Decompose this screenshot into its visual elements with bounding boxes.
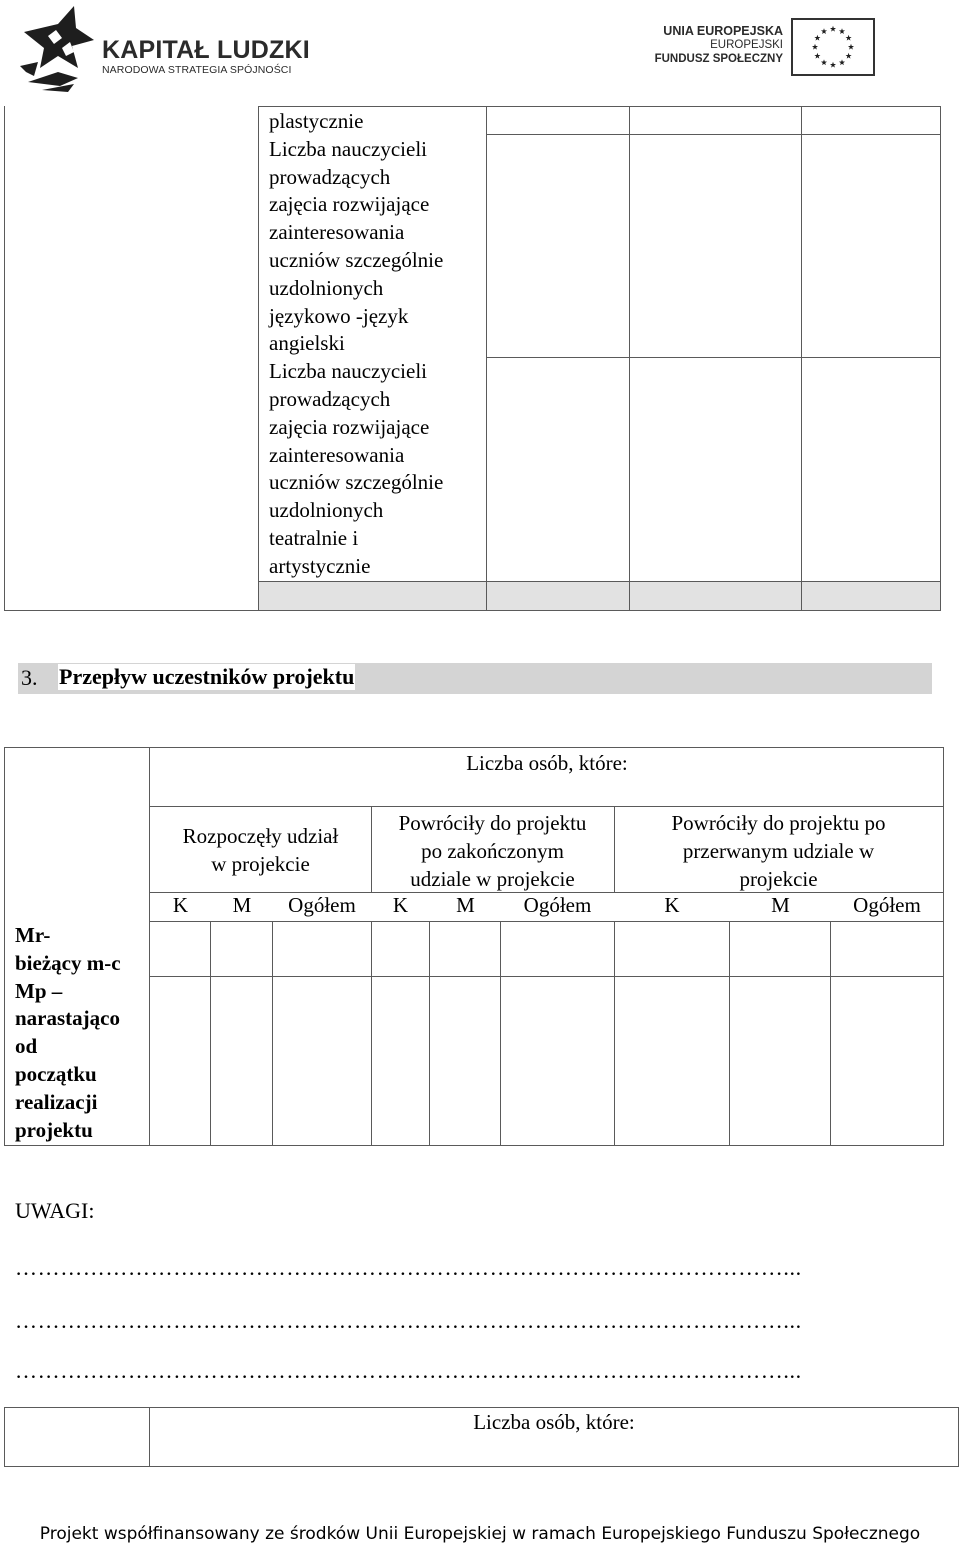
column-ogolem: Ogółem [288,893,356,917]
table-row-labels: plastycznie Liczba nauczycieli prowadzących zajęcia rozwijające zainteresowania uczniów szczególnie uzdolnionych językowo -język angielski Liczba nauczycieli prowadzących zajęcia rozwijające zainteresowania uczniów szczególnie uzdolnionych teatralnie i artystycznie [269,109,444,578]
column-k: K [664,893,680,917]
kapital-ludzki-title: KAPITAŁ LUDZKI [102,36,310,64]
column-k: K [172,893,189,917]
section-number: 3. [21,665,38,690]
ue-efs-logo [630,18,875,78]
table-summary-row [259,582,940,610]
table-header: Liczba osób, które: [466,751,628,775]
section-title: Przepływ uczestników projektu [59,664,355,689]
ue-line-1: UNIA EUROPEJSKA [663,24,783,38]
eu-flag-icon [791,18,875,76]
kapital-ludzki-subtitle: NARODOWA STRATEGIA SPÓJNOŚCI [102,64,292,76]
table-header: Liczba osób, które: [473,1410,635,1434]
ue-line-2: EUROPEJSKI [710,39,783,51]
column-m: M [456,893,475,917]
column-m: M [232,893,252,917]
remarks-label: UWAGI: [15,1198,95,1223]
remarks-line-3[interactable]: …………………………………………………………………………………………... [15,1358,802,1383]
group-returned-after-break: Powróciły do projektu po przerwanym udziale w projekcie [671,811,886,891]
column-ogolem: Ogółem [523,893,592,917]
remarks-line-1[interactable]: …………………………………………………………………………………………... [15,1255,802,1280]
section-heading [18,663,932,694]
footer-cofinancing-note: Projekt współfinansowany ze środków Unii Europejskiej w ramach Europejskiego Funduszu Społecznego [39,1524,921,1544]
group-started: Rozpoczęły udział w projekcie [182,824,339,876]
column-ogolem: Ogółem [853,893,921,917]
ue-line-3: FUNDUSZ SPOŁECZNY [654,53,783,65]
row-label-mr-mp: Mr- bieżący m-c Mp – narastająco od początku realizacji projektu [15,923,121,1142]
kapital-ludzki-logo [18,6,318,94]
column-m: M [771,893,790,917]
remarks-line-2[interactable]: …………………………………………………………………………………………... [15,1308,802,1333]
column-k: K [392,893,409,917]
group-returned-after-completion: Powróciły do projektu po zakończonym udziale w projekcie [398,811,587,891]
kapital-ludzki-emblem-icon [18,6,98,94]
